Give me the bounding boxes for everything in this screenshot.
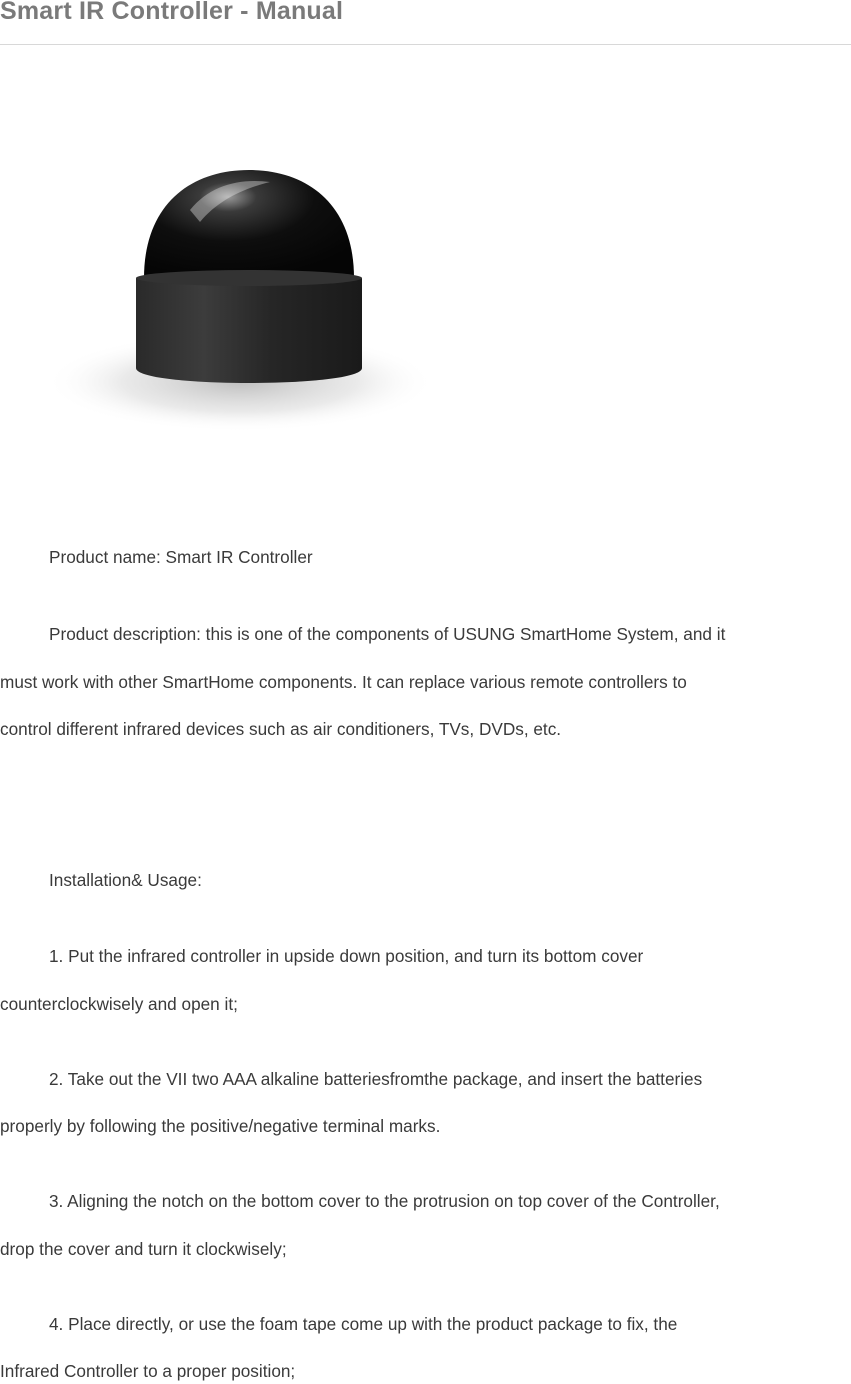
product-name: Product name: Smart IR Controller — [49, 547, 313, 567]
page-title: Smart IR Controller - Manual — [0, 0, 344, 25]
step-1-line-2: counterclockwisely and open it; — [0, 994, 238, 1014]
step-3-line-1: 3. Aligning the notch on the bottom cover to the protrusion on top cover of the Controller, — [49, 1191, 720, 1211]
step-1-line-1: 1. Put the infrared controller in upside down position, and turn its bottom cover — [49, 946, 644, 966]
base-cover — [136, 278, 362, 383]
installation-heading: Installation& Usage: — [49, 870, 202, 890]
step-2-line-2: properly by following the positive/negative terminal marks. — [0, 1116, 441, 1136]
ir-controller-illustration — [40, 150, 460, 450]
description-line-1: Product description: this is one of the components of USUNG SmartHome System, and it — [49, 624, 726, 644]
product-image — [40, 150, 460, 450]
description-line-2: must work with other SmartHome components. It can replace various remote controllers to — [0, 672, 687, 692]
step-2-line-1: 2. Take out the VII two AAA alkaline batteriesfromthe package, and insert the batteries — [49, 1069, 703, 1089]
description-line-3: control different infrared devices such as air conditioners, TVs, DVDs, etc. — [0, 719, 562, 739]
step-3-line-2: drop the cover and turn it clockwisely; — [0, 1239, 287, 1259]
step-4-line-1: 4. Place directly, or use the foam tape come up with the product package to fix, the — [49, 1314, 678, 1334]
step-4-line-2: Infrared Controller to a proper position; — [0, 1361, 296, 1381]
page-header — [0, 0, 851, 45]
